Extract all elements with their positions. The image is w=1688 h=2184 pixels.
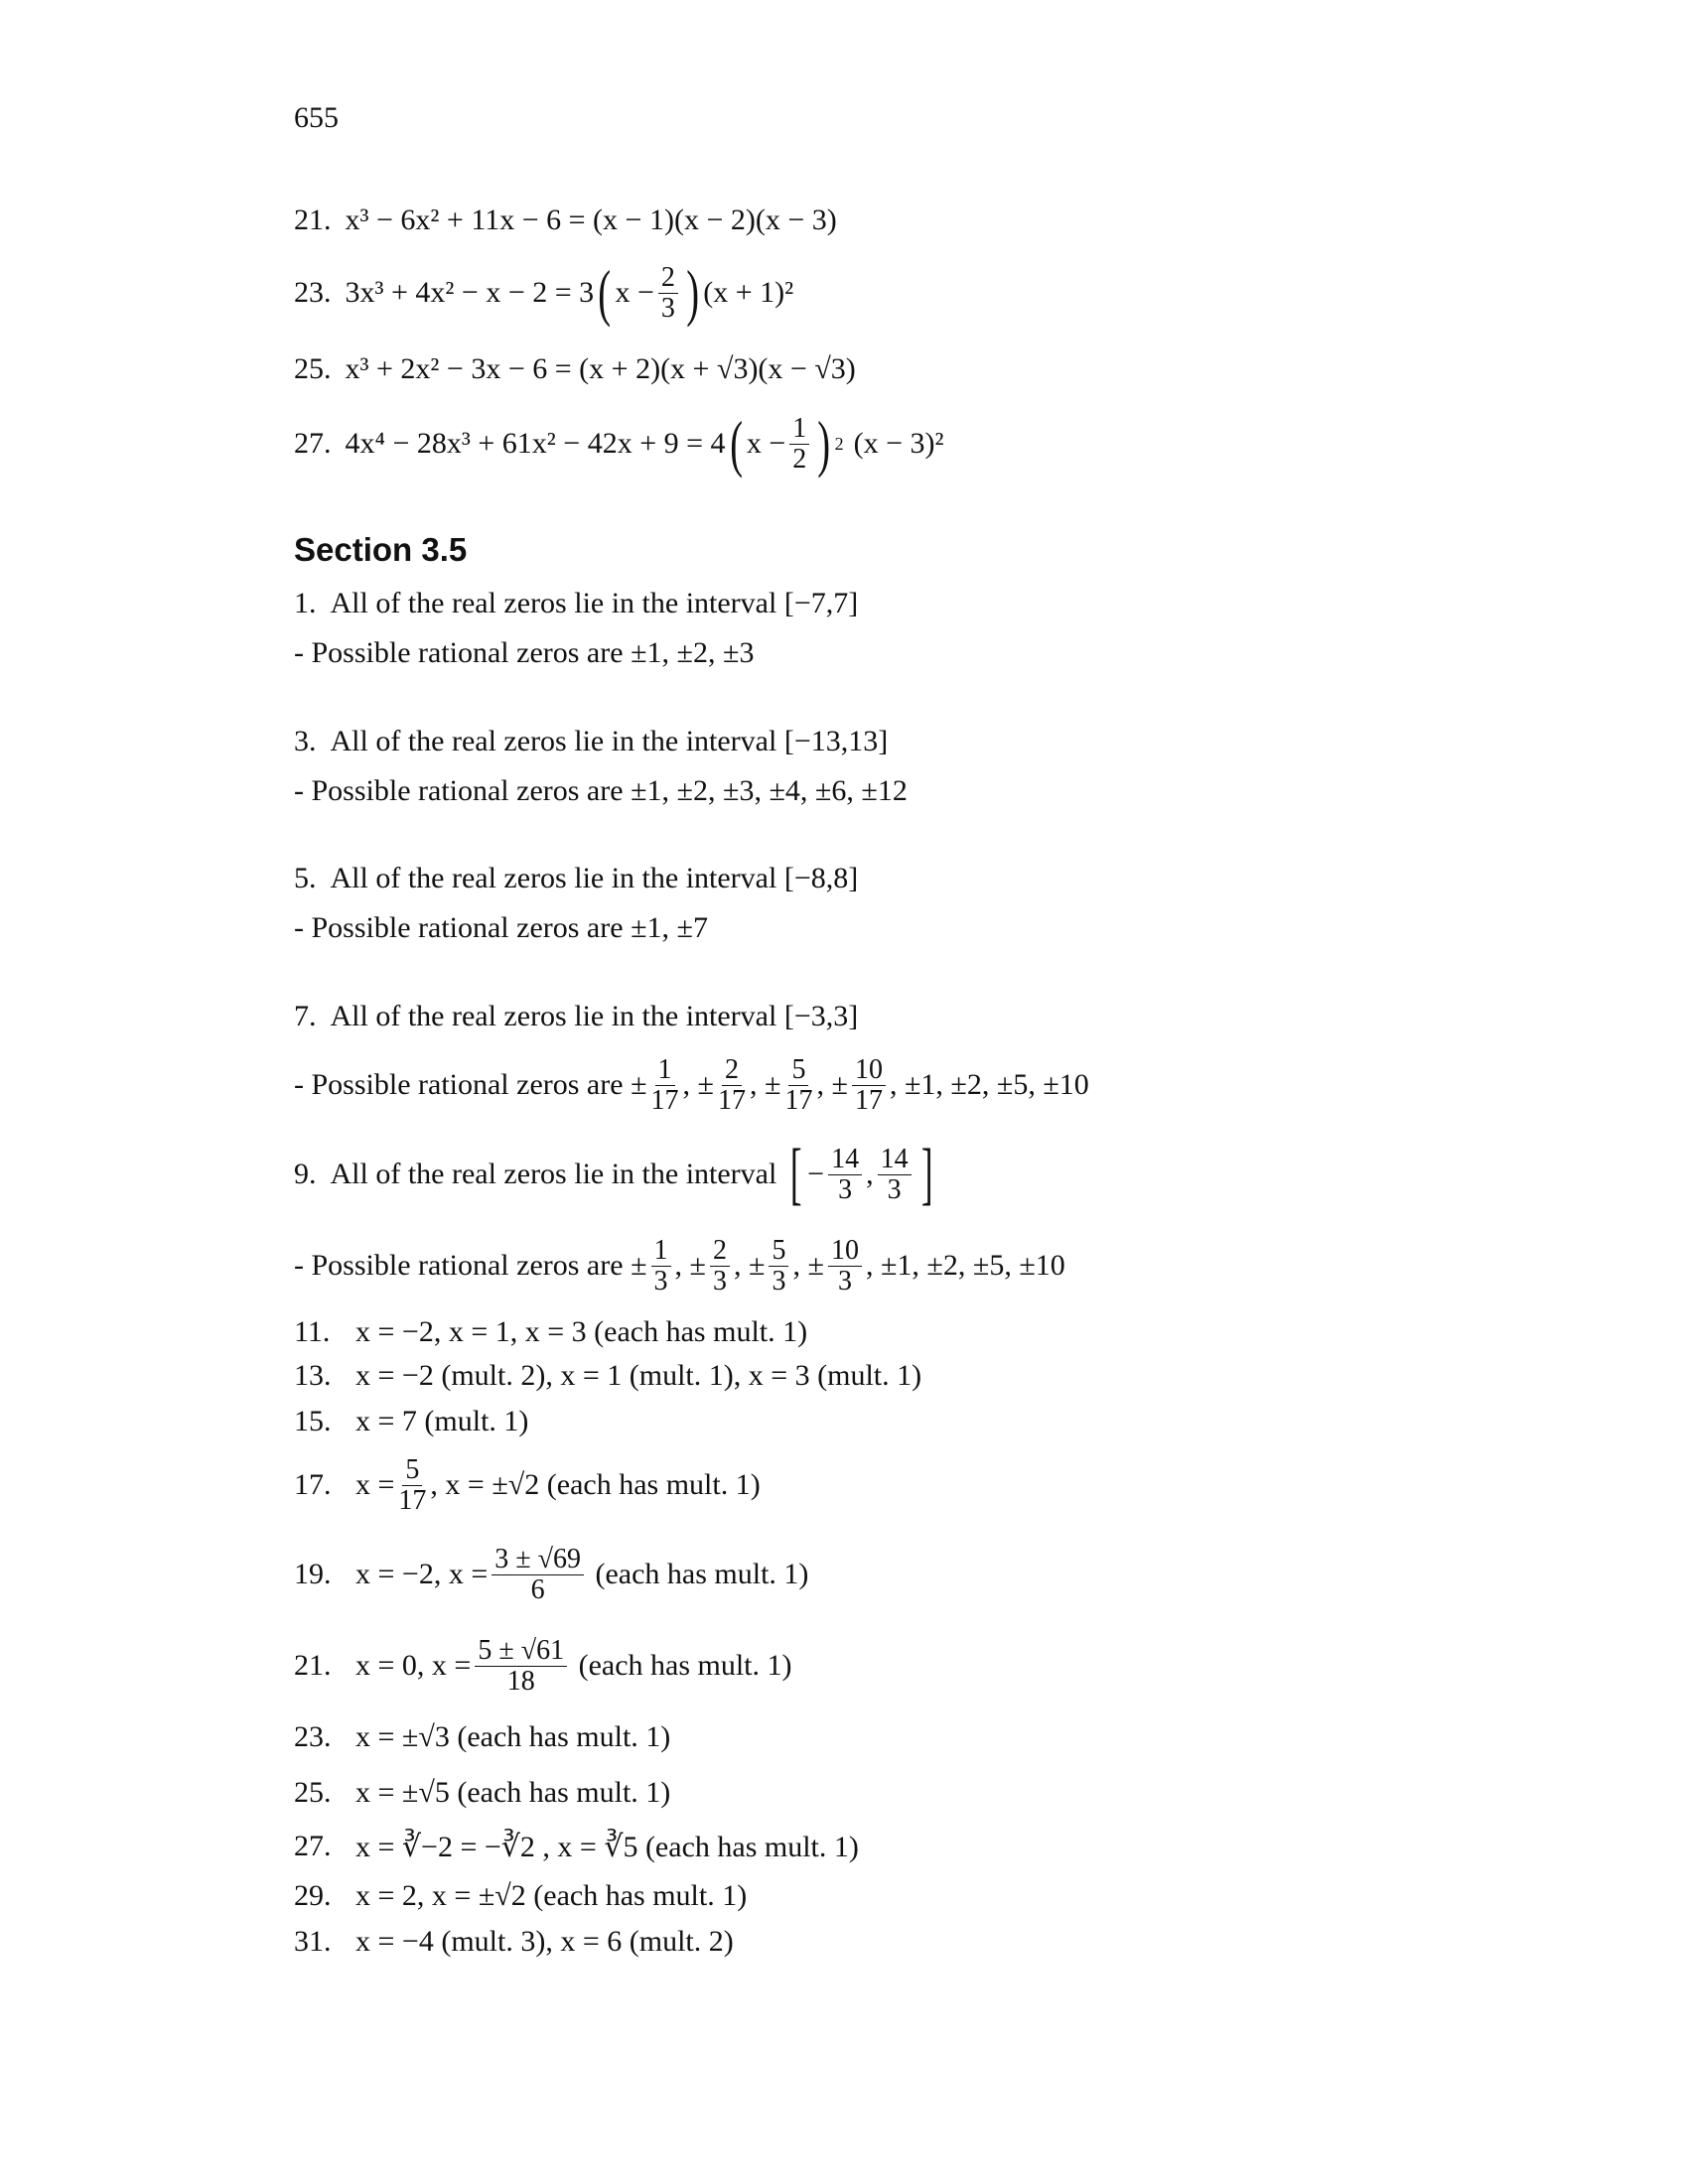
item-number: 15. [294,1405,332,1437]
paren-close: ) [817,408,831,478]
numerator: 10 [852,1055,886,1085]
interval-text: All of the real zeros lie in the interval [330,862,777,894]
fraction [718,1055,746,1115]
answer-27-prev [294,404,944,483]
denominator: 18 [506,1665,535,1697]
bracket-close: ] [920,1136,933,1212]
interval: [−13,13] [783,725,889,757]
rational-zeros: ±1, ±2, ±3, ±4, ±6, ±12 [631,774,908,807]
rational-text: - Possible rational zeros are [294,911,624,944]
numerator: 2 [710,1236,730,1266]
answer-text: x = ±√5 (each has mult. 1) [355,1776,671,1809]
item-number: 27. [294,1830,332,1862]
denominator: 3 [772,1265,786,1297]
fraction [878,1145,912,1204]
item-7-zeros: - Possible rational zeros are ± $\frac{1}{17}$ , ± $\frac{2}{17}$ , ± $\frac{5}{17}$ , ± $\frac{10}{17}$ , ±1, ±2, ±5, ±10 [294,1054,1089,1116]
equation: x³ − 6x² + 11x − 6 = (x − 1)(x − 2)(x − 3) [345,204,837,236]
denominator: 3 [660,292,675,324]
item-1-zeros [294,614,754,693]
item-number: 13. [294,1359,332,1392]
exponent: 2 [834,433,844,454]
fraction [651,1236,671,1296]
interval: [−8,8] [783,862,859,894]
rational-text: - Possible rational zeros are [294,1249,624,1282]
item-number: 25. [294,1776,332,1809]
denominator: 6 [530,1573,545,1605]
answer-text: x = −4 (mult. 3), x = 6 (mult. 2) [355,1925,734,1958]
item-number: 31. [294,1925,332,1958]
numerator: 2 [658,263,678,293]
rational-zeros: ±1, ±2, ±5, ±10 [880,1249,1065,1282]
fraction [828,1236,862,1296]
numerator: 10 [828,1236,862,1266]
item-number: 23. [294,1720,332,1753]
equation-rhs: (x − 3)² [853,427,944,460]
interval: [−3,3] [783,1000,859,1032]
denominator: 17 [650,1084,679,1116]
numerator: 14 [878,1145,912,1174]
fraction [852,1055,886,1115]
item-5-zeros [294,888,708,968]
fraction [828,1145,862,1204]
fraction [651,1055,679,1115]
answer-text: (each has mult. 1) [595,1558,809,1590]
item-number: 9. [294,1158,317,1190]
rational-text: - Possible rational zeros are [294,774,624,807]
rational-text: - Possible rational zeros are [294,1068,624,1101]
fraction [492,1545,584,1604]
interval-text: All of the real zeros lie in the interval [330,1158,777,1190]
item-number: 21. [294,204,332,236]
fraction [475,1636,567,1696]
denominator: 3 [653,1265,668,1297]
equation-x: x − [746,427,786,460]
equation-lhs: 3x³ + 4x² − x − 2 = 3 [345,276,595,309]
equation-x: x − [615,276,654,309]
answer-21-prev [294,181,837,260]
numerator: 2 [722,1055,742,1085]
item-number: 7. [294,1000,317,1032]
numerator: 1 [651,1236,671,1266]
section-title: Section 3.5 [294,531,468,568]
fraction [784,1055,812,1115]
rational-zeros: ±1, ±2, ±5, ±10 [904,1068,1089,1101]
item-9-interval: 9. All of the real zeros lie in the interval [ − $\frac{14}{3}$ , $\frac{14}{3}$ ] [294,1136,933,1212]
page-number: 655 [294,101,339,134]
answer-text: x = −2, x = 1, x = 3 (each has mult. 1) [355,1315,808,1348]
fraction [789,414,809,474]
denominator: 17 [718,1084,746,1116]
answer-text: x = −2, x = [355,1558,489,1590]
equation-rhs: (x + 1)² [703,276,794,309]
rational-text: - Possible rational zeros are [294,636,624,669]
denominator: 2 [792,443,807,475]
interval: [−7,7] [783,587,859,619]
item-number: 11. [294,1315,331,1348]
numerator: 5 [788,1055,808,1085]
item-number: 21. [294,1649,332,1682]
answer-text: , x = ±√2 (each has mult. 1) [430,1468,761,1501]
numerator: 5 [402,1455,422,1485]
rational-zeros: ±1, ±2, ±3 [631,636,755,669]
answer-text: x = ∛−2 = −∛2 , x = ∛5 (each has mult. 1) [355,1830,859,1863]
denominator: 17 [398,1484,427,1516]
answer-23-prev [294,253,793,333]
answer-19 [294,1535,808,1614]
item-number: 17. [294,1468,332,1501]
answer-25-prev [294,330,856,409]
item-number: 23. [294,276,332,309]
item-9-zeros: - Possible rational zeros are ± $\frac{1}{3}$ , ± $\frac{2}{3}$ , ± $\frac{5}{3}$ , ± $\frac{10}{3}$ , ±1, ±2, ±5, ±10 [294,1235,1065,1297]
denominator: 17 [854,1084,883,1116]
item-3-zeros [294,751,908,831]
answer-text: x = −2 (mult. 2), x = 1 (mult. 1), x = 3 (mult. 1) [355,1359,922,1392]
item-7-interval [294,977,858,1056]
fraction [710,1236,730,1296]
rational-zeros: ±1, ±7 [631,911,708,944]
denominator: 3 [838,1173,853,1205]
denominator: 3 [713,1265,727,1297]
interval-text: All of the real zeros lie in the interval [330,725,777,757]
numerator: 5 ± √61 [475,1636,567,1666]
answer-31 [294,1902,734,1981]
numerator: 14 [828,1145,862,1174]
fraction [769,1236,788,1296]
fraction [398,1455,426,1515]
answer-text: x = [355,1468,395,1501]
answer-21 [294,1626,792,1706]
fraction [658,263,678,323]
paren-close: ) [686,257,699,328]
paren-open: ( [729,408,743,478]
item-number: 27. [294,427,332,460]
bracket-open: [ [789,1136,802,1212]
equation: x³ + 2x² − 3x − 6 = (x + 2)(x + √3)(x − √3) [345,352,856,385]
interval-text: All of the real zeros lie in the interval [330,1000,777,1032]
answer-text: x = 0, x = [355,1649,472,1682]
item-number: 25. [294,352,332,385]
answer-17 [294,1445,761,1525]
numerator: 3 ± √69 [492,1545,584,1574]
equation-lhs: 4x⁴ − 28x³ + 61x² − 42x + 9 = 4 [345,427,726,460]
item-number: 29. [294,1879,332,1912]
item-number: 3. [294,725,317,757]
denominator: 17 [784,1084,813,1116]
denominator: 3 [837,1265,852,1297]
answer-text: (each has mult. 1) [578,1649,792,1682]
item-number: 5. [294,862,317,894]
denominator: 3 [887,1173,902,1205]
answer-text: x = ±√3 (each has mult. 1) [355,1720,671,1753]
answer-text: x = 2, x = ±√2 (each has mult. 1) [355,1879,748,1912]
paren-open: ( [598,257,612,328]
answer-text: x = 7 (mult. 1) [355,1405,529,1437]
item-number: 19. [294,1558,332,1590]
numerator: 1 [789,414,809,444]
item-number: 1. [294,587,317,619]
interval-text: All of the real zeros lie in the interval [330,587,777,619]
numerator: 1 [655,1055,675,1085]
numerator: 5 [769,1236,788,1266]
